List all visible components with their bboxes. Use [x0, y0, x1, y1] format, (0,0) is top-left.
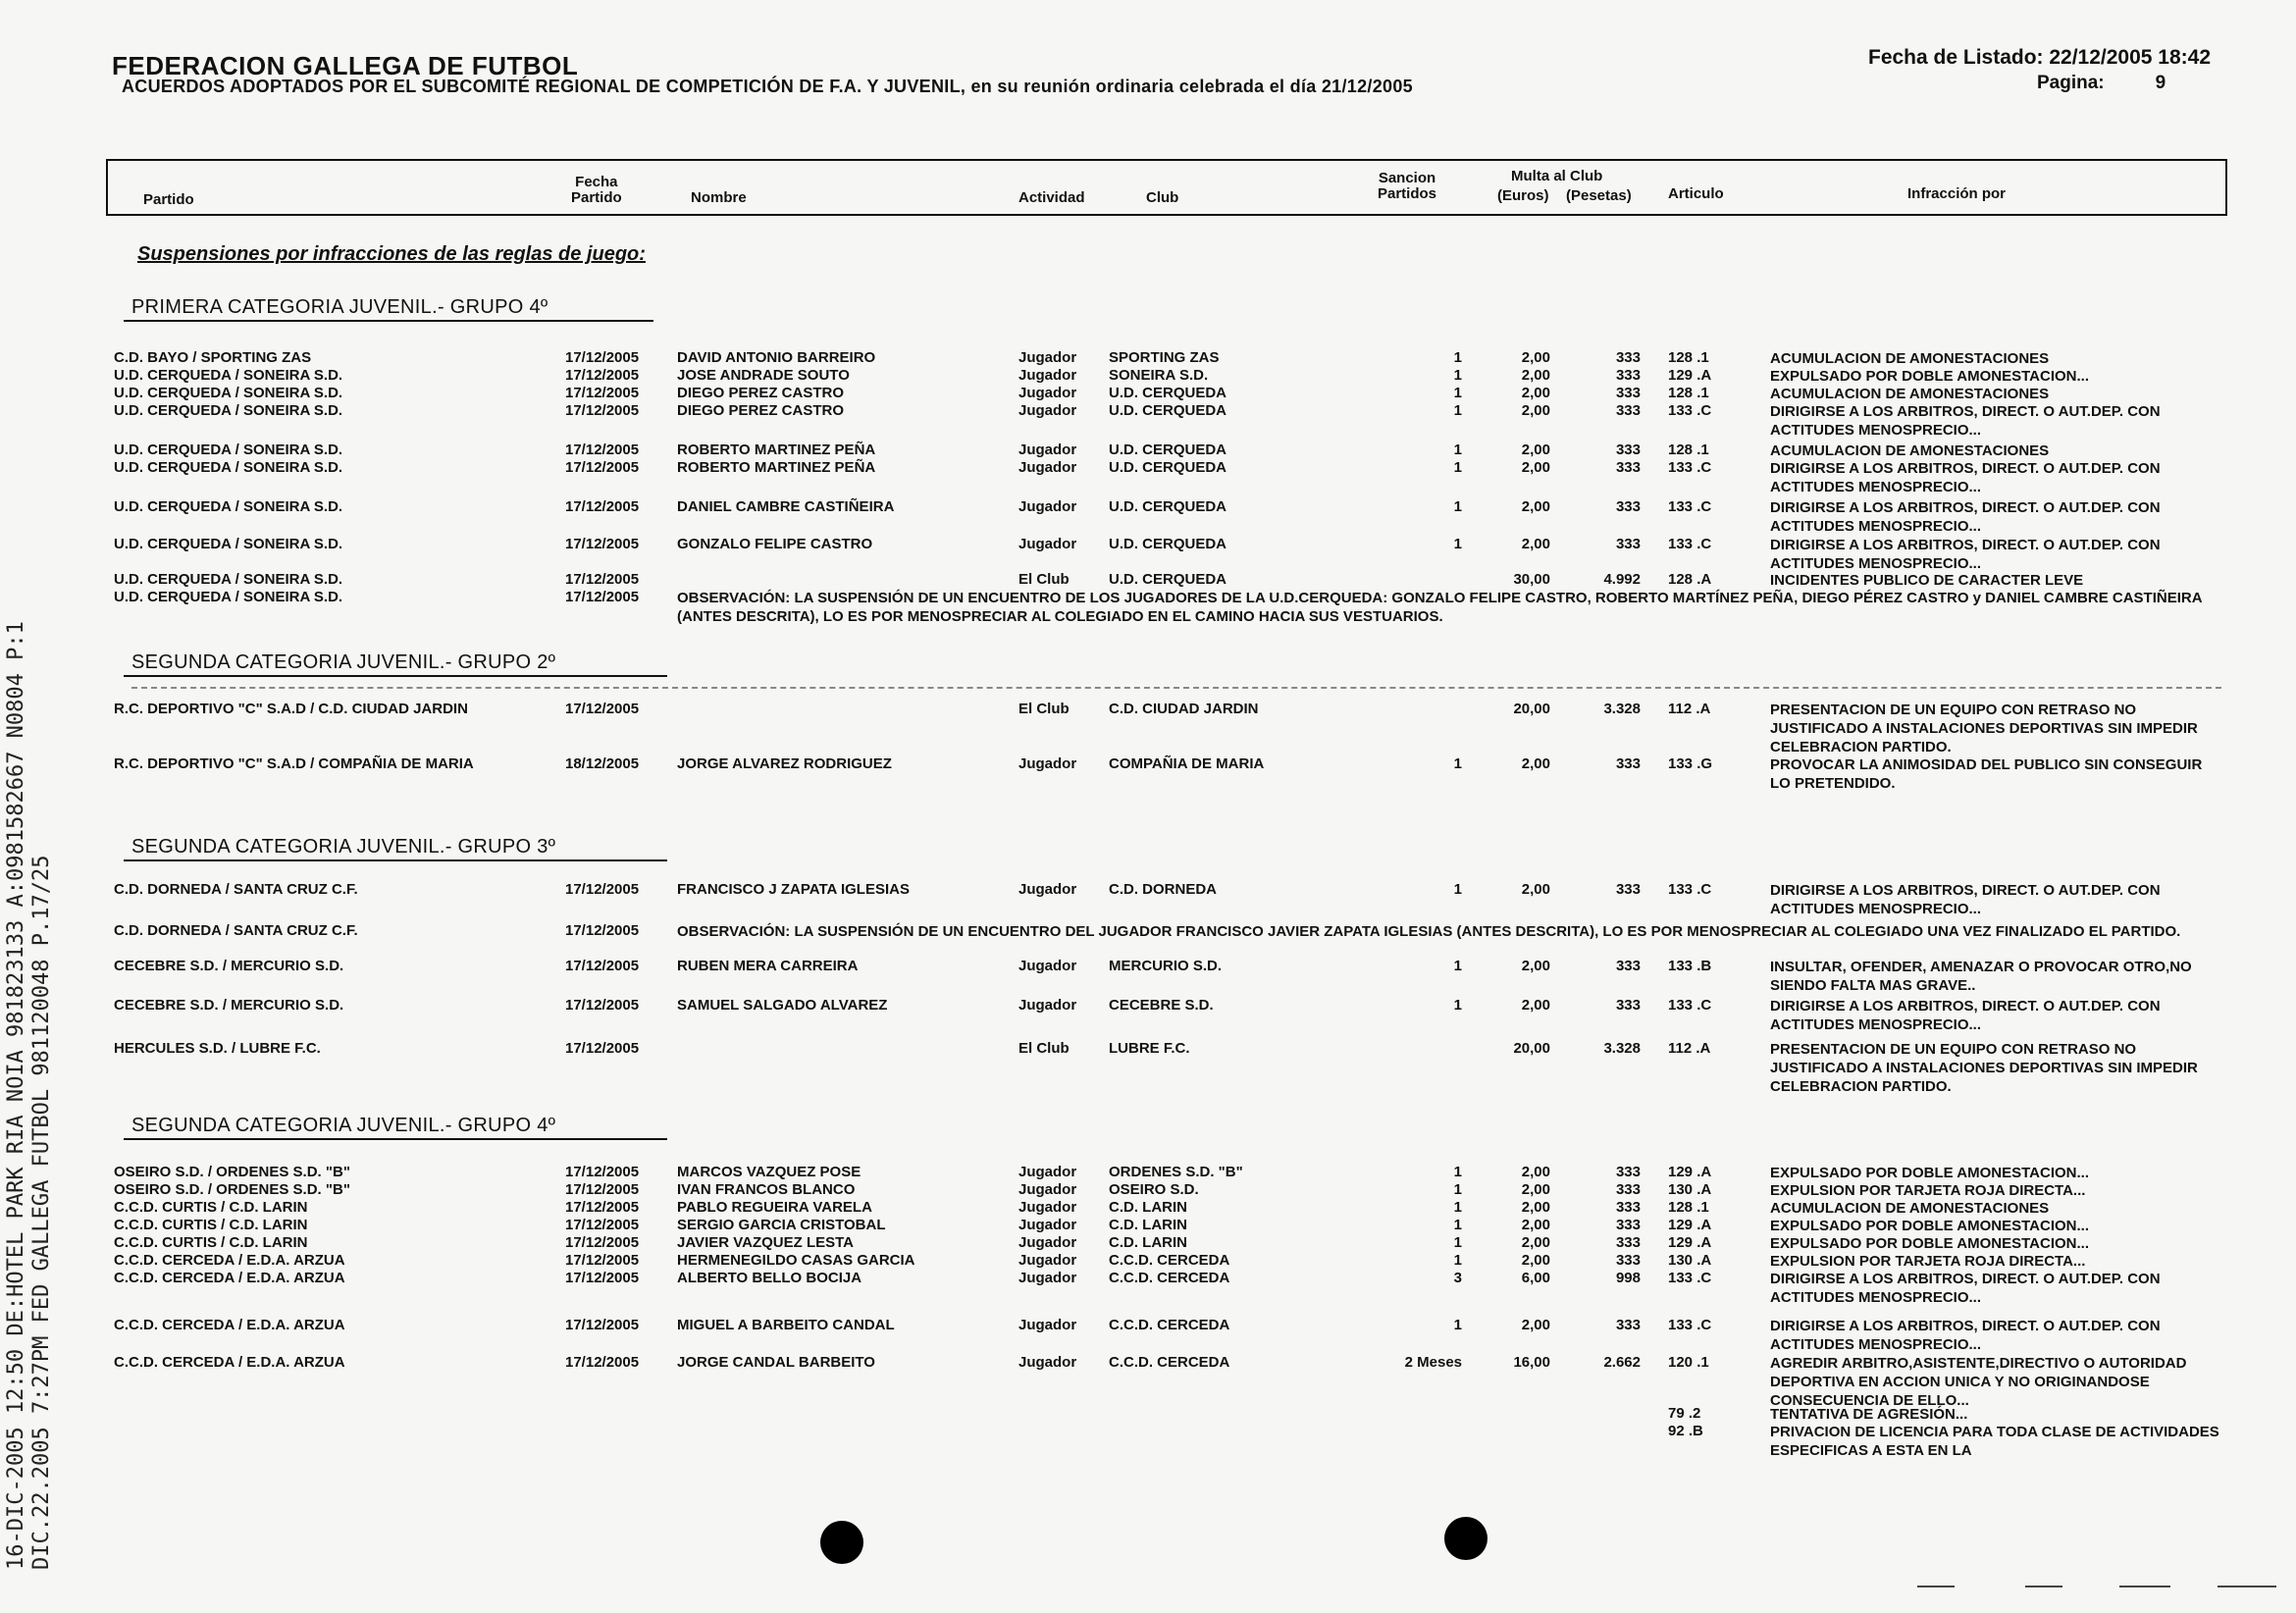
- cell-euros: 2,00: [1521, 1217, 1550, 1233]
- fax-line-1: 16-DIC-2005 12:50 DE:HOTEL PARK RIA NOIA 981823133 A:0981582667 N0804 P:1: [4, 621, 28, 1570]
- cell-articulo: 129 .A: [1668, 1164, 1712, 1180]
- cell-club: U.D. CERQUEDA: [1109, 536, 1227, 552]
- cell-club: ORDENES S.D. "B": [1109, 1164, 1243, 1180]
- cell-partido: C.C.D. CERCEDA / E.D.A. ARZUA: [114, 1317, 345, 1333]
- cell-infraccion: EXPULSADO POR DOBLE AMONESTACION...: [1770, 1218, 2090, 1234]
- cell-sancion: 1: [1453, 1217, 1462, 1233]
- cell-nombre: DANIEL CAMBRE CASTIÑEIRA: [677, 498, 895, 515]
- cell-nombre: FRANCISCO J ZAPATA IGLESIAS: [677, 881, 910, 898]
- cell-euros: 2,00: [1521, 1317, 1550, 1333]
- cell-club: OSEIRO S.D.: [1109, 1181, 1199, 1198]
- cell-sancion: 1: [1453, 385, 1462, 401]
- fax-header: [4, 621, 55, 1570]
- cell-partido: C.C.D. CERCEDA / E.D.A. ARZUA: [114, 1270, 345, 1286]
- cell-articulo: 133 .C: [1668, 881, 1712, 898]
- cell-club: C.D. LARIN: [1109, 1199, 1187, 1216]
- cell-euros: 2,00: [1521, 1181, 1550, 1198]
- cell-fecha: 17/12/2005: [565, 571, 640, 588]
- cell-partido: CECEBRE S.D. / MERCURIO S.D.: [114, 997, 344, 1014]
- cell-pesetas: 333: [1615, 498, 1641, 515]
- cell-euros: 2,00: [1521, 1164, 1550, 1180]
- cell-infraccion: INCIDENTES PUBLICO DE CARACTER LEVE: [1770, 572, 2084, 589]
- cell-pesetas: 333: [1615, 459, 1641, 476]
- cell-club: C.D. CIUDAD JARDIN: [1109, 701, 1259, 717]
- cell-nombre: GONZALO FELIPE CASTRO: [677, 536, 873, 552]
- cell-euros: 2,00: [1521, 1234, 1550, 1251]
- cell-actividad: Jugador: [1018, 958, 1077, 974]
- cell-articulo: 129 .A: [1668, 1217, 1712, 1233]
- cell-infraccion: ACUMULACION DE AMONESTACIONES: [1770, 386, 2050, 402]
- cell-partido: OSEIRO S.D. / ORDENES S.D. "B": [114, 1181, 350, 1198]
- cell-sancion: 1: [1453, 755, 1462, 772]
- cell-articulo: 112 .A: [1668, 701, 1711, 717]
- cell-partido: OSEIRO S.D. / ORDENES S.D. "B": [114, 1164, 350, 1180]
- cell-actividad: Jugador: [1018, 498, 1077, 515]
- cell-fecha: 17/12/2005: [565, 1181, 640, 1198]
- cell-euros: 20,00: [1513, 1040, 1550, 1057]
- cell-partido: C.C.D. CURTIS / C.D. LARIN: [114, 1199, 308, 1216]
- cell-fecha: 17/12/2005: [565, 881, 640, 898]
- cell-club: U.D. CERQUEDA: [1109, 498, 1227, 515]
- cell-euros: 2,00: [1521, 459, 1550, 476]
- cell-actividad: Jugador: [1018, 402, 1077, 419]
- cell-infraccion: EXPULSION POR TARJETA ROJA DIRECTA...: [1770, 1182, 2086, 1199]
- cell-club: SONEIRA S.D.: [1109, 367, 1209, 384]
- cell-nombre: JORGE ALVAREZ RODRIGUEZ: [677, 755, 892, 772]
- cell-actividad: Jugador: [1018, 1252, 1077, 1269]
- cell-infraccion: DIRIGIRSE A LOS ARBITROS, DIRECT. O AUT.DEP. CON ACTITUDES MENOSPRECIO...: [1770, 1318, 2161, 1353]
- cell-fecha: 17/12/2005: [565, 536, 640, 552]
- cell-euros: 2,00: [1521, 997, 1550, 1014]
- cell-pesetas: 2.662: [1603, 1354, 1641, 1371]
- cell-infraccion: DIRIGIRSE A LOS ARBITROS, DIRECT. O AUT.DEP. CON ACTITUDES MENOSPRECIO...: [1770, 460, 2161, 495]
- cell-fecha: 17/12/2005: [565, 1217, 640, 1233]
- cell-nombre: SAMUEL SALGADO ALVAREZ: [677, 997, 888, 1014]
- cell-partido: C.D. DORNEDA / SANTA CRUZ C.F.: [114, 881, 358, 898]
- cell-nombre: RUBEN MERA CARREIRA: [677, 958, 859, 974]
- cell-partido: C.C.D. CURTIS / C.D. LARIN: [114, 1234, 308, 1251]
- cell-infraccion: EXPULSADO POR DOBLE AMONESTACION...: [1770, 1235, 2090, 1252]
- observation-note: OBSERVACIÓN: LA SUSPENSIÓN DE UN ENCUENTRO DEL JUGADOR FRANCISCO JAVIER ZAPATA IGLESIAS (ANTES DESCRITA), LO ES POR MENOSPRECIAR AL COLEGIADO UNA VEZ FINALIZADO EL PARTIDO.: [677, 923, 2181, 940]
- cell-fecha: 17/12/2005: [565, 958, 640, 974]
- cell-infraccion: PRESENTACION DE UN EQUIPO CON RETRASO NO JUSTIFICADO A INSTALACIONES DEPORTIVAS SIN IMPEDIR CELEBRACION PARTIDO.: [1770, 1041, 2198, 1095]
- cell-fecha: 17/12/2005: [565, 1199, 640, 1216]
- cell-pesetas: 3.328: [1603, 701, 1641, 717]
- col-pesetas: (Pesetas): [1566, 187, 1632, 204]
- cell-sancion: 1: [1453, 958, 1462, 974]
- cell-euros: 2,00: [1521, 367, 1550, 384]
- cell-infraccion: DIRIGIRSE A LOS ARBITROS, DIRECT. O AUT.DEP. CON ACTITUDES MENOSPRECIO...: [1770, 998, 2161, 1033]
- cell-sancion: 1: [1453, 1317, 1462, 1333]
- listing-date: Fecha de Listado: 22/12/2005 18:42: [1868, 46, 2212, 69]
- cell-articulo: 112 .A: [1668, 1040, 1711, 1057]
- cell-pesetas: 333: [1615, 1217, 1641, 1233]
- cell-fecha: 17/12/2005: [565, 701, 640, 717]
- cell-euros: 20,00: [1513, 701, 1550, 717]
- cell-fecha: 17/12/2005: [565, 922, 640, 939]
- cell-infraccion: PRESENTACION DE UN EQUIPO CON RETRASO NO JUSTIFICADO A INSTALACIONES DEPORTIVAS SIN IMPEDIR CELEBRACION PARTIDO.: [1770, 702, 2198, 755]
- cell-fecha: 17/12/2005: [565, 1354, 640, 1371]
- cell-sancion: 1: [1453, 1164, 1462, 1180]
- cell-sancion: 1: [1453, 536, 1462, 552]
- cell-partido: U.D. CERQUEDA / SONEIRA S.D.: [114, 385, 343, 401]
- cell-fecha: 17/12/2005: [565, 1164, 640, 1180]
- cell-articulo: 133 .C: [1668, 498, 1712, 515]
- cell-infraccion: AGREDIR ARBITRO,ASISTENTE,DIRECTIVO O AUTORIDAD DEPORTIVA EN ACCION UNICA Y NO ORIGINANDOSE CONSECUENCIA DE ELLO...: [1770, 1355, 2187, 1409]
- cell-partido: U.D. CERQUEDA / SONEIRA S.D.: [114, 442, 343, 458]
- cell-pesetas: 333: [1615, 536, 1641, 552]
- cell-actividad: Jugador: [1018, 367, 1077, 384]
- cell-euros: 2,00: [1521, 385, 1550, 401]
- group-title: SEGUNDA CATEGORIA JUVENIL.- GRUPO 2º: [131, 651, 556, 673]
- cell-partido: U.D. CERQUEDA / SONEIRA S.D.: [114, 571, 343, 588]
- cell-pesetas: 333: [1615, 1252, 1641, 1269]
- cell-sancion: 2 Meses: [1404, 1354, 1462, 1371]
- cell-actividad: El Club: [1018, 571, 1070, 588]
- cell-partido: C.D. BAYO / SPORTING ZAS: [114, 349, 312, 366]
- cell-sancion: 1: [1453, 349, 1462, 366]
- cell-nombre: DAVID ANTONIO BARREIRO: [677, 349, 876, 366]
- footer-mark: [1917, 1586, 1955, 1587]
- cell-euros: 2,00: [1521, 1252, 1550, 1269]
- footer-mark: [2025, 1586, 2062, 1587]
- dashed-separator: [131, 687, 2221, 689]
- cell-articulo: 129 .A: [1668, 1234, 1712, 1251]
- cell-actividad: Jugador: [1018, 997, 1077, 1014]
- cell-fecha: 17/12/2005: [565, 589, 640, 605]
- cell-club: U.D. CERQUEDA: [1109, 459, 1227, 476]
- cell-fecha: 17/12/2005: [565, 997, 640, 1014]
- col-fecha: Fecha Partido: [571, 174, 622, 206]
- cell-articulo: 133 .G: [1668, 755, 1713, 772]
- page-label: Pagina:: [2037, 73, 2105, 93]
- group-underline: [124, 675, 667, 677]
- cell-pesetas: 333: [1615, 958, 1641, 974]
- group-title: SEGUNDA CATEGORIA JUVENIL.- GRUPO 3º: [131, 836, 556, 858]
- cell-actividad: Jugador: [1018, 385, 1077, 401]
- cell-partido: C.C.D. CERCEDA / E.D.A. ARZUA: [114, 1354, 345, 1371]
- cell-infraccion: ACUMULACION DE AMONESTACIONES: [1770, 350, 2050, 367]
- cell-club: CECEBRE S.D.: [1109, 997, 1214, 1014]
- cell-articulo: 128 .1: [1668, 1199, 1709, 1216]
- cell-club: MERCURIO S.D.: [1109, 958, 1223, 974]
- cell-club: COMPAÑIA DE MARIA: [1109, 755, 1265, 772]
- group-underline: [124, 1138, 667, 1140]
- cell-partido: HERCULES S.D. / LUBRE F.C.: [114, 1040, 321, 1057]
- cell-actividad: Jugador: [1018, 1199, 1077, 1216]
- cell-pesetas: 3.328: [1603, 1040, 1641, 1057]
- cell-fecha: 17/12/2005: [565, 1252, 640, 1269]
- cell-sancion: 1: [1453, 498, 1462, 515]
- col-multa: Multa al Club: [1511, 168, 1603, 184]
- cell-pesetas: 333: [1615, 442, 1641, 458]
- group-title: SEGUNDA CATEGORIA JUVENIL.- GRUPO 4º: [131, 1115, 556, 1136]
- col-nombre: Nombre: [691, 189, 747, 206]
- cell-infraccion: EXPULSADO POR DOBLE AMONESTACION...: [1770, 368, 2090, 385]
- cell-club: C.C.D. CERCEDA: [1109, 1317, 1230, 1333]
- cell-pesetas: 4.992: [1603, 571, 1641, 588]
- cell-sancion: 1: [1453, 442, 1462, 458]
- cell-fecha: 17/12/2005: [565, 1317, 640, 1333]
- cell-actividad: Jugador: [1018, 1270, 1077, 1286]
- cell-actividad: Jugador: [1018, 1217, 1077, 1233]
- cell-sancion: 1: [1453, 367, 1462, 384]
- cell-actividad: Jugador: [1018, 1164, 1077, 1180]
- cell-infraccion: DIRIGIRSE A LOS ARBITROS, DIRECT. O AUT.DEP. CON ACTITUDES MENOSPRECIO...: [1770, 1271, 2161, 1306]
- cell-infraccion: DIRIGIRSE A LOS ARBITROS, DIRECT. O AUT.DEP. CON ACTITUDES MENOSPRECIO...: [1770, 499, 2161, 535]
- cell-articulo: 133 .C: [1668, 997, 1712, 1014]
- footer-mark: [2218, 1586, 2276, 1587]
- cell-pesetas: 333: [1615, 1317, 1641, 1333]
- cell-club: C.D. DORNEDA: [1109, 881, 1218, 898]
- cell-pesetas: 333: [1615, 385, 1641, 401]
- observation-note: OBSERVACIÓN: LA SUSPENSIÓN DE UN ENCUENTRO DE LOS JUGADORES DE LA U.D.CERQUEDA: GONZALO FELIPE CASTRO, ROBERTO MARTÍNEZ PEÑA, DIEGO PÉREZ CASTRO y DANIEL CAMBRE CASTIÑEIRA (ANTES DESCRITA), LO ES POR MENOSPRECIAR AL COLEGIADO EN EL CAMINO HACIA SUS VESTUARIOS.: [677, 590, 2203, 625]
- cell-infraccion: INSULTAR, OFENDER, AMENAZAR O PROVOCAR OTRO,NO SIENDO FALTA MAS GRAVE..: [1770, 959, 2192, 994]
- cell-pesetas: 333: [1615, 367, 1641, 384]
- cell-fecha: 17/12/2005: [565, 367, 640, 384]
- cell-articulo: 92 .B: [1668, 1423, 1703, 1439]
- cell-nombre: JORGE CANDAL BARBEITO: [677, 1354, 875, 1371]
- cell-pesetas: 333: [1615, 1199, 1641, 1216]
- cell-club: U.D. CERQUEDA: [1109, 442, 1227, 458]
- cell-actividad: Jugador: [1018, 755, 1077, 772]
- cell-partido: C.D. DORNEDA / SANTA CRUZ C.F.: [114, 922, 358, 939]
- cell-partido: C.C.D. CURTIS / C.D. LARIN: [114, 1217, 308, 1233]
- cell-articulo: 133 .C: [1668, 1270, 1712, 1286]
- cell-infraccion: DIRIGIRSE A LOS ARBITROS, DIRECT. O AUT.DEP. CON ACTITUDES MENOSPRECIO...: [1770, 403, 2161, 439]
- cell-partido: R.C. DEPORTIVO "C" S.A.D / COMPAÑIA DE MARIA: [114, 755, 474, 772]
- fax-line-2: DIC.22.2005 7:27PM FED GALLEGA FUTBOL 981120048 P.17/25: [29, 855, 54, 1570]
- cell-articulo: 133 .C: [1668, 402, 1712, 419]
- cell-pesetas: 333: [1615, 402, 1641, 419]
- cell-nombre: JAVIER VAZQUEZ LESTA: [677, 1234, 855, 1251]
- cell-nombre: ROBERTO MARTINEZ PEÑA: [677, 442, 876, 458]
- cell-euros: 2,00: [1521, 402, 1550, 419]
- cell-articulo: 128 .1: [1668, 442, 1709, 458]
- cell-nombre: ROBERTO MARTINEZ PEÑA: [677, 459, 876, 476]
- cell-partido: U.D. CERQUEDA / SONEIRA S.D.: [114, 536, 343, 552]
- group-underline: [124, 859, 667, 861]
- cell-articulo: 130 .A: [1668, 1181, 1712, 1198]
- group-title: PRIMERA CATEGORIA JUVENIL.- GRUPO 4º: [131, 296, 548, 318]
- page-indicator: [2037, 73, 2166, 94]
- cell-infraccion: EXPULSION POR TARJETA ROJA DIRECTA...: [1770, 1253, 2086, 1270]
- cell-euros: 16,00: [1513, 1354, 1550, 1371]
- cell-pesetas: 998: [1615, 1270, 1641, 1286]
- cell-euros: 2,00: [1521, 498, 1550, 515]
- cell-nombre: DIEGO PEREZ CASTRO: [677, 402, 845, 419]
- cell-nombre: PABLO REGUEIRA VARELA: [677, 1199, 872, 1216]
- cell-actividad: Jugador: [1018, 1181, 1077, 1198]
- page-number: 9: [2155, 73, 2166, 93]
- cell-club: C.C.D. CERCEDA: [1109, 1270, 1230, 1286]
- punch-hole: [820, 1521, 863, 1564]
- cell-club: U.D. CERQUEDA: [1109, 402, 1227, 419]
- cell-sancion: 1: [1453, 459, 1462, 476]
- cell-nombre: MARCOS VAZQUEZ POSE: [677, 1164, 861, 1180]
- cell-pesetas: 333: [1615, 997, 1641, 1014]
- document-subtitle: ACUERDOS ADOPTADOS POR EL SUBCOMITÉ REGIONAL DE COMPETICIÓN DE F.A. Y JUVENIL, en su reunión ordinaria celebrada el día 21/12/2005: [122, 77, 1413, 96]
- col-articulo: Articulo: [1668, 185, 1724, 202]
- cell-euros: 2,00: [1521, 881, 1550, 898]
- cell-sancion: 3: [1453, 1270, 1462, 1286]
- cell-fecha: 17/12/2005: [565, 498, 640, 515]
- cell-club: C.C.D. CERCEDA: [1109, 1252, 1230, 1269]
- cell-infraccion: EXPULSADO POR DOBLE AMONESTACION...: [1770, 1165, 2090, 1181]
- cell-pesetas: 333: [1615, 755, 1641, 772]
- cell-nombre: DIEGO PEREZ CASTRO: [677, 385, 845, 401]
- cell-actividad: Jugador: [1018, 881, 1077, 898]
- cell-euros: 2,00: [1521, 442, 1550, 458]
- cell-partido: R.C. DEPORTIVO "C" S.A.D / C.D. CIUDAD JARDIN: [114, 701, 468, 717]
- cell-sancion: 1: [1453, 997, 1462, 1014]
- cell-euros: 2,00: [1521, 536, 1550, 552]
- footer-mark: [2119, 1586, 2170, 1587]
- cell-articulo: 79 .2: [1668, 1405, 1701, 1422]
- col-euros: (Euros): [1497, 187, 1549, 204]
- cell-articulo: 130 .A: [1668, 1252, 1712, 1269]
- cell-club: C.C.D. CERCEDA: [1109, 1354, 1230, 1371]
- cell-infraccion: PROVOCAR LA ANIMOSIDAD DEL PUBLICO SIN CONSEGUIR LO PRETENDIDO.: [1770, 756, 2203, 792]
- cell-articulo: 133 .C: [1668, 536, 1712, 552]
- cell-pesetas: 333: [1615, 1164, 1641, 1180]
- cell-pesetas: 333: [1615, 881, 1641, 898]
- cell-partido: U.D. CERQUEDA / SONEIRA S.D.: [114, 589, 343, 605]
- cell-fecha: 17/12/2005: [565, 349, 640, 366]
- cell-infraccion: ACUMULACION DE AMONESTACIONES: [1770, 442, 2050, 459]
- cell-euros: 2,00: [1521, 1199, 1550, 1216]
- cell-actividad: Jugador: [1018, 1354, 1077, 1371]
- cell-fecha: 17/12/2005: [565, 1270, 640, 1286]
- cell-partido: U.D. CERQUEDA / SONEIRA S.D.: [114, 402, 343, 419]
- cell-club: U.D. CERQUEDA: [1109, 571, 1227, 588]
- cell-nombre: ALBERTO BELLO BOCIJA: [677, 1270, 862, 1286]
- section-title: Suspensiones por infracciones de las reglas de juego:: [137, 243, 646, 265]
- col-club: Club: [1146, 189, 1179, 206]
- cell-infraccion: DIRIGIRSE A LOS ARBITROS, DIRECT. O AUT.DEP. CON ACTITUDES MENOSPRECIO...: [1770, 537, 2161, 572]
- cell-nombre: HERMENEGILDO CASAS GARCIA: [677, 1252, 915, 1269]
- cell-fecha: 17/12/2005: [565, 442, 640, 458]
- cell-sancion: 1: [1453, 881, 1462, 898]
- cell-nombre: SERGIO GARCIA CRISTOBAL: [677, 1217, 886, 1233]
- cell-pesetas: 333: [1615, 1234, 1641, 1251]
- punch-hole: [1444, 1517, 1487, 1560]
- cell-actividad: Jugador: [1018, 1317, 1077, 1333]
- cell-euros: 2,00: [1521, 755, 1550, 772]
- cell-articulo: 128 .1: [1668, 385, 1709, 401]
- federation-title: FEDERACION GALLEGA DE FUTBOL: [112, 51, 579, 80]
- col-infraccion: Infracción por: [1907, 185, 2007, 202]
- cell-sancion: 1: [1453, 1199, 1462, 1216]
- cell-euros: 2,00: [1521, 349, 1550, 366]
- cell-infraccion: TENTATIVA DE AGRESIÓN...: [1770, 1406, 1968, 1423]
- cell-nombre: IVAN FRANCOS BLANCO: [677, 1181, 856, 1198]
- cell-fecha: 17/12/2005: [565, 1040, 640, 1057]
- cell-articulo: 133 .C: [1668, 1317, 1712, 1333]
- cell-fecha: 17/12/2005: [565, 459, 640, 476]
- cell-pesetas: 333: [1615, 1181, 1641, 1198]
- cell-sancion: 1: [1453, 1234, 1462, 1251]
- cell-sancion: 1: [1453, 1252, 1462, 1269]
- cell-nombre: MIGUEL A BARBEITO CANDAL: [677, 1317, 895, 1333]
- cell-club: C.D. LARIN: [1109, 1217, 1187, 1233]
- cell-fecha: 18/12/2005: [565, 755, 640, 772]
- cell-club: SPORTING ZAS: [1109, 349, 1220, 366]
- cell-club: LUBRE F.C.: [1109, 1040, 1190, 1057]
- cell-club: C.D. LARIN: [1109, 1234, 1187, 1251]
- cell-articulo: 129 .A: [1668, 367, 1712, 384]
- cell-infraccion: DIRIGIRSE A LOS ARBITROS, DIRECT. O AUT.DEP. CON ACTITUDES MENOSPRECIO...: [1770, 882, 2161, 917]
- col-actividad: Actividad: [1018, 189, 1085, 206]
- cell-actividad: Jugador: [1018, 536, 1077, 552]
- cell-articulo: 128 .1: [1668, 349, 1709, 366]
- cell-nombre: JOSE ANDRADE SOUTO: [677, 367, 850, 384]
- cell-partido: U.D. CERQUEDA / SONEIRA S.D.: [114, 498, 343, 515]
- group-underline: [124, 320, 653, 322]
- cell-actividad: Jugador: [1018, 459, 1077, 476]
- cell-euros: 6,00: [1521, 1270, 1550, 1286]
- cell-articulo: 128 .A: [1668, 571, 1712, 588]
- cell-actividad: Jugador: [1018, 1234, 1077, 1251]
- cell-articulo: 133 .C: [1668, 459, 1712, 476]
- cell-fecha: 17/12/2005: [565, 1234, 640, 1251]
- cell-euros: 30,00: [1513, 571, 1550, 588]
- cell-infraccion: PRIVACION DE LICENCIA PARA TODA CLASE DE ACTIVIDADES ESPECIFICAS A ESTA EN LA: [1770, 1424, 2219, 1459]
- cell-fecha: 17/12/2005: [565, 385, 640, 401]
- col-partido: Partido: [143, 191, 194, 208]
- cell-sancion: 1: [1453, 1181, 1462, 1198]
- cell-infraccion: ACUMULACION DE AMONESTACIONES: [1770, 1200, 2050, 1217]
- cell-partido: C.C.D. CERCEDA / E.D.A. ARZUA: [114, 1252, 345, 1269]
- cell-club: U.D. CERQUEDA: [1109, 385, 1227, 401]
- cell-sancion: 1: [1453, 402, 1462, 419]
- col-sancion: Sancion Partidos: [1378, 170, 1437, 202]
- cell-fecha: 17/12/2005: [565, 402, 640, 419]
- cell-euros: 2,00: [1521, 958, 1550, 974]
- cell-articulo: 133 .B: [1668, 958, 1712, 974]
- cell-actividad: Jugador: [1018, 349, 1077, 366]
- cell-partido: U.D. CERQUEDA / SONEIRA S.D.: [114, 459, 343, 476]
- cell-actividad: Jugador: [1018, 442, 1077, 458]
- cell-pesetas: 333: [1615, 349, 1641, 366]
- cell-partido: U.D. CERQUEDA / SONEIRA S.D.: [114, 367, 343, 384]
- cell-articulo: 120 .1: [1668, 1354, 1709, 1371]
- cell-actividad: El Club: [1018, 701, 1070, 717]
- cell-actividad: El Club: [1018, 1040, 1070, 1057]
- cell-partido: CECEBRE S.D. / MERCURIO S.D.: [114, 958, 344, 974]
